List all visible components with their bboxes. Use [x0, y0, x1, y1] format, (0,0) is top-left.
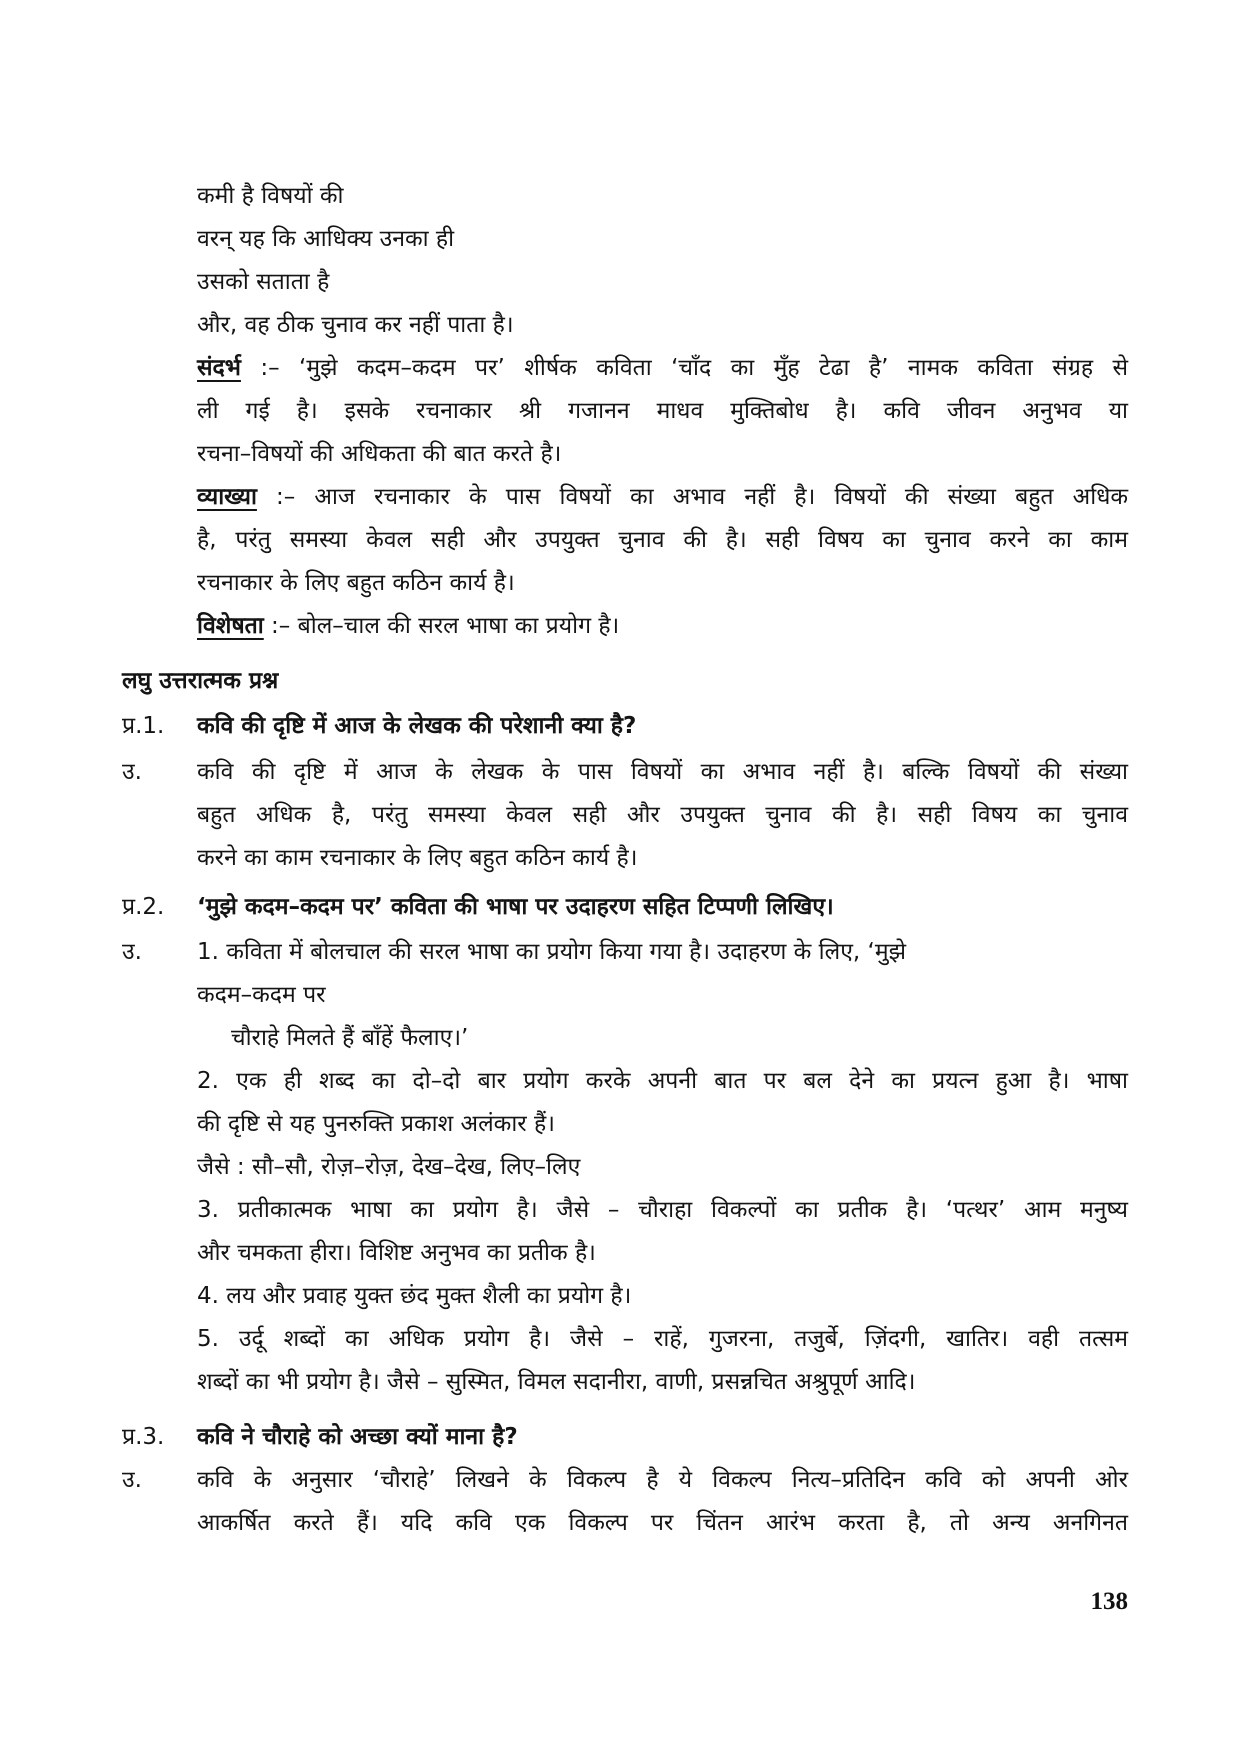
feature-line: [197, 605, 1128, 648]
feature-paragraph: [197, 605, 1128, 648]
explanation-line: रचनाकार के लिए बहुत कठिन कार्य है।: [197, 570, 515, 596]
question-number: प्र.3.: [122, 1424, 165, 1450]
answer-line: करने का काम रचनाकार के लिए बहुत कठिन कार्य है।: [197, 845, 638, 871]
answer-line: कवि की दृष्टि में आज के लेखक के पास विषयों का अभाव नहीं है। बल्कि विषयों की संख्या: [197, 759, 1128, 785]
question-text: कवि ने चौराहे को अच्छा क्यों माना है?: [197, 1424, 518, 1450]
reference-line: [197, 347, 1128, 390]
reference-text: :– ‘मुझे कदम–कदम पर’ शीर्षक कविता ‘चाँद का मुँह टेढा है’ नामक कविता संग्रह से: [240, 355, 1128, 381]
answer-line: 2. एक ही शब्द का दो–दो बार प्रयोग करके अपनी बात पर बल देने का प्रयत्न हुआ है। भाषा: [197, 1068, 1128, 1094]
answer-line: 1. कविता में बोलचाल की सरल भाषा का प्रयोग किया गया है। उदाहरण के लिए, ‘मुझे: [197, 939, 906, 965]
answer-text: [197, 931, 1128, 1404]
answer-label: उ.: [122, 939, 142, 965]
reference-label: संदर्भ: [197, 355, 241, 381]
answer-line: कवि के अनुसार ‘चौराहे’ लिखने के विकल्प है ये विकल्प नित्य–प्रतिदिन कवि को अपनी ओर: [197, 1467, 1128, 1493]
answer-line: 5. उर्दू शब्दों का अधिक प्रयोग है। जैसे – राहें, गुजरना, तजुर्बे, ज़िंदगी, खातिर। वही तत्सम: [197, 1326, 1128, 1352]
reference-paragraph: [197, 347, 1128, 476]
answer-line: की दृष्टि से यह पुनरुक्ति प्रकाश अलंकार हैं।: [197, 1111, 555, 1137]
answer-line: शब्दों का भी प्रयोग है। जैसे – सुस्मित, विमल सदानीरा, वाणी, प्रसन्नचित अश्रुपूर्ण आदि।: [197, 1369, 916, 1395]
explanation-line: [197, 476, 1128, 519]
answer-row: [122, 1459, 1128, 1545]
answer-row: [122, 751, 1128, 880]
section-heading: लघु उत्तरात्मक प्रश्न: [122, 668, 279, 694]
poem-line: कमी है विषयों की: [197, 183, 344, 209]
feature-text: :– बोल–चाल की सरल भाषा का प्रयोग है।: [263, 613, 620, 639]
question-row: [122, 705, 1128, 748]
page-content: [122, 175, 1128, 1545]
answer-line: कदम–कदम पर: [197, 982, 326, 1008]
explanation-text: :– आज रचनाकार के पास विषयों का अभाव नहीं है। विषयों की संख्या बहुत अधिक: [256, 484, 1128, 510]
answer-text: [197, 1459, 1128, 1545]
question-text: ‘मुझे कदम–कदम पर’ कविता की भाषा पर उदाहरण सहित टिप्पणी लिखिए।: [197, 894, 834, 920]
page-number: 138: [1090, 1588, 1128, 1615]
answer-line: आकर्षित करते हैं। यदि कवि एक विकल्प पर चिंतन आरंभ करता है, तो अन्य अनगिनत: [197, 1510, 1128, 1536]
question-number: प्र.1.: [122, 713, 165, 739]
answer-line: चौराहे मिलते हैं बाँहें फैलाए।’: [231, 1025, 469, 1051]
explanation-line: है, परंतु समस्या केवल सही और उपयुक्त चुनाव की है। सही विषय का चुनाव करने का काम: [197, 527, 1128, 553]
reference-line: ली गई है। इसके रचनाकार श्री गजानन माधव मुक्तिबोध है। कवि जीवन अनुभव या: [197, 398, 1128, 424]
poem-line: वरन् यह कि आधिक्य उनका ही: [197, 226, 455, 252]
poem-excerpt: [197, 175, 1128, 347]
answer-line: बहुत अधिक है, परंतु समस्या केवल सही और उपयुक्त चुनाव की है। सही विषय का चुनाव: [197, 802, 1128, 828]
answer-line: और चमकता हीरा। विशिष्ट अनुभव का प्रतीक है।: [197, 1240, 596, 1266]
question-row: [122, 886, 1128, 929]
question-number: प्र.2.: [122, 894, 165, 920]
poem-line: उसको सताता है: [197, 269, 330, 295]
answer-label: उ.: [122, 759, 142, 785]
explanation-label: व्याख्या: [197, 484, 257, 510]
explanation-paragraph: [197, 476, 1128, 605]
question-row: [122, 1416, 1128, 1459]
answer-row: [122, 931, 1128, 1404]
answer-text: [197, 751, 1128, 880]
answer-label: उ.: [122, 1467, 142, 1493]
question-text: कवि की दृष्टि में आज के लेखक की परेशानी क्या है?: [197, 713, 637, 739]
answer-line: 3. प्रतीकात्मक भाषा का प्रयोग है। जैसे – चौराहा विकल्पों का प्रतीक है। ‘पत्थर’ आम मनुष्य: [197, 1197, 1128, 1223]
poem-line: और, वह ठीक चुनाव कर नहीं पाता है।: [197, 312, 514, 338]
feature-label: विशेषता: [197, 613, 264, 639]
answer-line: 4. लय और प्रवाह युक्त छंद मुक्त शैली का प्रयोग है।: [197, 1283, 632, 1309]
reference-line: रचना–विषयों की अधिकता की बात करते है।: [197, 441, 562, 467]
answer-line: जैसे : सौ–सौ, रोज़–रोज़, देख–देख, लिए–लिए: [197, 1154, 581, 1180]
